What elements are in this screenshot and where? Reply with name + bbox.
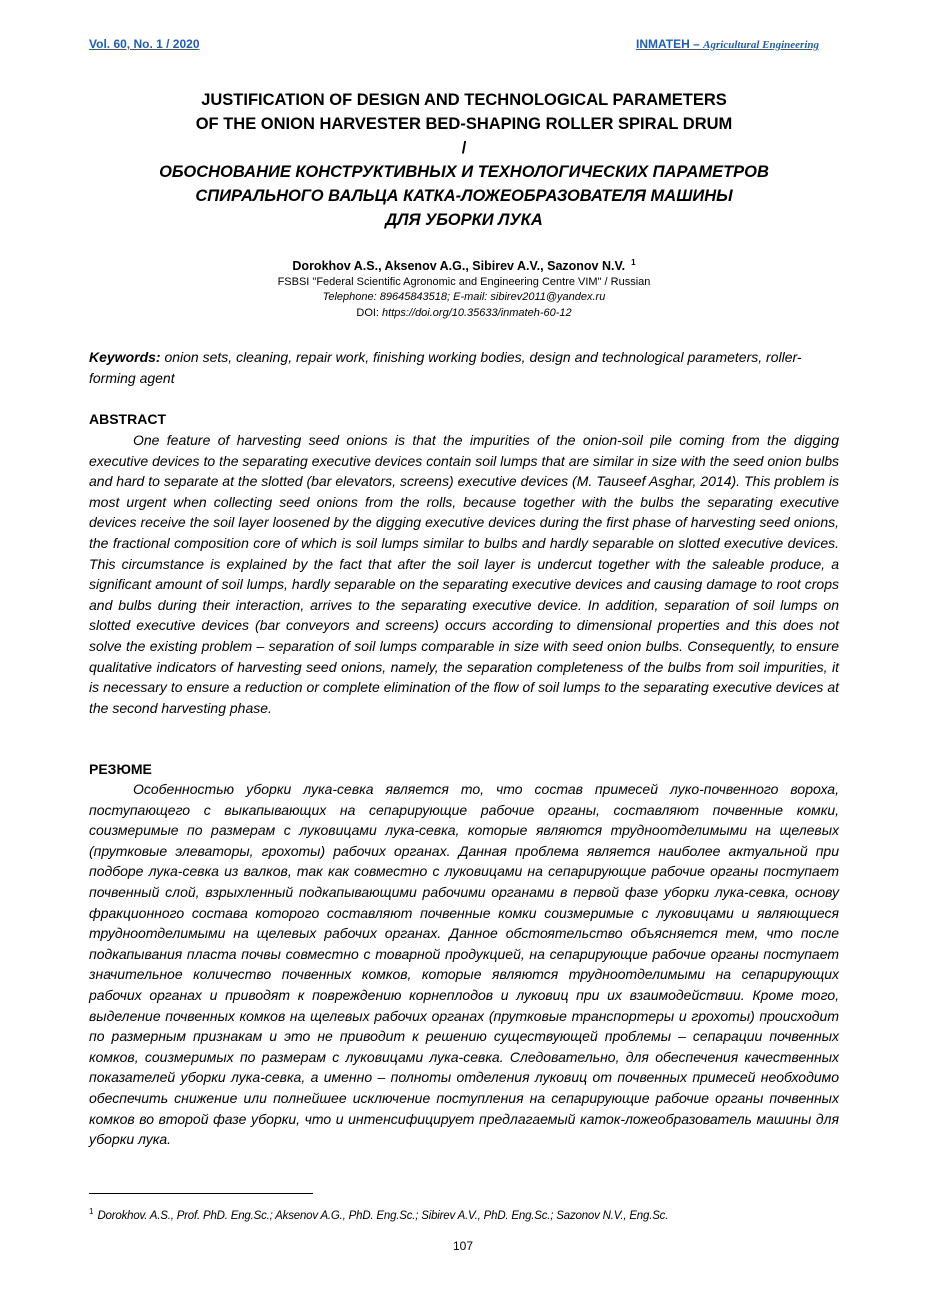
keywords-text: onion sets, cleaning, repair work, finishing working bodies, design and technological parameters, roller-forming agent xyxy=(89,349,802,386)
author-list xyxy=(89,254,839,275)
title-en-line-1: JUSTIFICATION OF DESIGN AND TECHNOLOGICAL PARAMETERS xyxy=(201,91,727,109)
journal-subtitle: Agricultural Engineering xyxy=(703,39,819,51)
title-ru-line-1: ОБОСНОВАНИЕ КОНСТРУКТИВНЫХ И ТЕХНОЛОГИЧЕСКИХ ПАРАМЕТРОВ xyxy=(159,163,769,181)
footnote-divider xyxy=(89,1193,313,1194)
keywords xyxy=(89,347,839,388)
footnote xyxy=(89,1204,839,1224)
author-names: Dorokhov A.S., Aksenov A.G., Sibirev A.V., Sazonov N.V. xyxy=(292,259,626,274)
author-footnote-mark: 1 xyxy=(631,258,636,267)
title-ru-line-2: СПИРАЛЬНОГО ВАЛЬЦА КАТКА-ЛОЖЕОБРАЗОВАТЕЛЯ МАШИНЫ xyxy=(195,187,733,205)
title-en-line-2: OF THE ONION HARVESTER BED-SHAPING ROLLER SPIRAL DRUM xyxy=(195,115,733,133)
volume-link[interactable]: Vol. 60, No. 1 / 2020 xyxy=(89,37,200,51)
journal-link[interactable] xyxy=(636,37,819,51)
affiliation: FSBSI "Federal Scientific Agronomic and Engineering Centre VIM" / Russian xyxy=(277,276,651,289)
footnote-mark: 1 xyxy=(89,1207,94,1216)
keywords-label: Keywords: xyxy=(89,349,161,365)
rezume-body: Особенностью уборки лука-севка является то, что состав примесей луко-почвенного вороха, поступающего с выкапывающих на сепарирующие рабочие органы, составляют почвенные комки, соизмеримые по размерам с луковицами лука-севка, которые являются трудноотделимыми на щелевых (прутковые элеваторы, грохоты) рабочих органах. Данная проблема является наиболее актуальной при подборе лука-севка из валков, так как совместно с луковицами на сепарирующие рабочие органы поступает почвенный слой, взрыхленный подкапывающими рабочими органами в первой фазе уборки лука-севка, основу фракционного состава которого составляют почвенные комки соизмеримые с луковицами и являющиеся трудноотделимыми на щелевых рабочих органах. Данное обстоятельство объясняется тем, что после подкапывания пласта почвы совместно с товарной продукцией, на сепарирующие рабочие органы поступает значительное количество почвенных комков, которые являются трудноотделимыми на сепарирующих рабочих органах и приводят к повреждению корнеплодов и луковиц при их взаимодействии. Кроме того, выделение почвенных комков на щелевых рабочих органах (прутковые транспортеры и грохоты) происходит по размерным признакам и это не приводит к решению существующей проблемы – сепарации почвенных комков, соизмеримых по размерам с луковицами лука-севка. Следовательно, для обеспечения качественных показателей уборки лука-севка, а именно – полноты отделения луковиц от почвенных примесей необходимо обеспечить снижение или полнейшее исключение поступления на сепарирующие рабочие органы почвенных комков во второй фазе уборки, что и интенсифицирует предлагаемый каток-ложеобразователь машины для уборки лука. xyxy=(89,781,839,1148)
footnote-text: Dorokhov. A.S., Prof. PhD. Eng.Sc.; Aksenov A.G., PhD. Eng.Sc.; Sibirev A.V., PhD. Eng.Sc.; Sazonov N.V., Eng.Sc. xyxy=(97,1209,669,1222)
doi-link[interactable]: https://doi.org/10.35633/inmateh-60-12 xyxy=(382,307,572,320)
contact-info: Telephone: 89645843518; E-mail: sibirev2011@yandex.ru xyxy=(322,291,606,304)
doi-label: DOI: xyxy=(356,307,383,320)
journal-name: INMATEH – xyxy=(636,37,704,51)
abstract-heading: ABSTRACT xyxy=(89,411,166,427)
abstract-body: One feature of harvesting seed onions is that the impurities of the onion-soil pile coming from the digging executive devices to the separating executive devices contain soil lumps that are similar in size with the seed onion bulbs and hard to separate at the slotted (bar elevators, screens) executive devices (M. Tauseef Asghar, 2014). This problem is most urgent when collecting seed onions from the rolls, because together with the bulbs the separating executive devices receive the soil layer loosened by the digging executive devices during the first phase of harvesting seed onions, the fractional composition core of which is soil lumps similar to bulbs and hardly separable on slotted executive devices. This circumstance is explained by the fact that after the soil layer is undercut together with the saleable produce, a significant amount of soil lumps, hardly separable on the separating executive devices and causing damage to root crops and bulbs during their interaction, arrives to the separating executive device. In addition, separation of soil lumps on slotted executive devices (bar conveyors and screens) occurs according to dimensional properties and this does not solve the existing problem – separation of soil lumps comparable in size with seed onion bulbs. Consequently, to ensure qualitative indicators of harvesting seed onions, namely, the separation completeness of the bulbs from soil impurities, it is necessary to ensure a reduction or complete elimination of the flow of soil lumps to the separating executive devices at the second harvesting phase. xyxy=(89,432,839,716)
authors-block xyxy=(89,254,839,321)
article-title xyxy=(89,88,839,232)
doi xyxy=(89,305,839,321)
page-number: 107 xyxy=(452,1239,474,1253)
rezume-heading: РЕЗЮМЕ xyxy=(89,761,152,777)
title-ru-line-3: ДЛЯ УБОРКИ ЛУКА xyxy=(385,211,543,229)
running-head xyxy=(89,37,819,55)
title-separator: / xyxy=(461,139,467,157)
